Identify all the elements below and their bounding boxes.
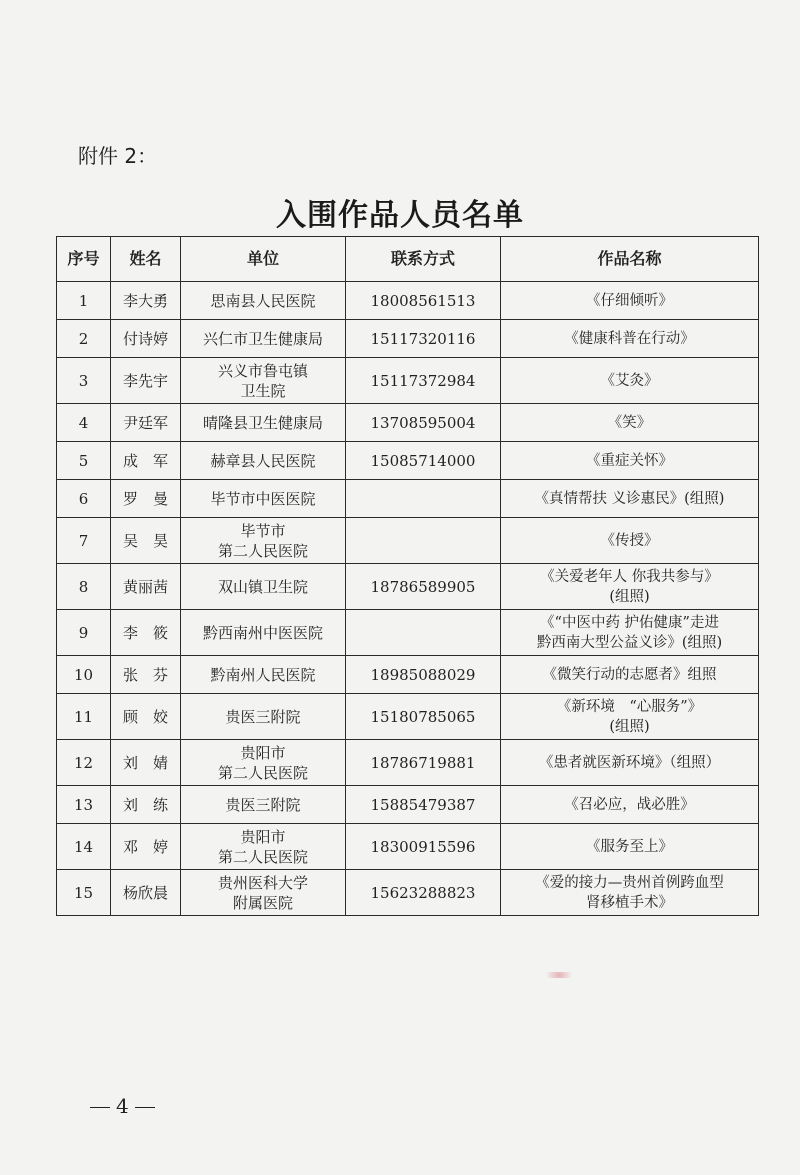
- table-row: [57, 870, 759, 916]
- cell-unit: [181, 404, 346, 442]
- cell-unit: [181, 320, 346, 358]
- cell-work-line: 《艾灸》: [600, 372, 659, 389]
- cell-phone: 15117372984: [346, 358, 501, 404]
- cell-unit-line: 黔西南州中医医院: [202, 623, 323, 642]
- cell-work-line: 《传授》: [600, 532, 659, 549]
- cell-no: 15: [57, 870, 111, 916]
- cell-no: 1: [57, 282, 111, 320]
- cell-work: [501, 320, 759, 358]
- cell-no: 3: [57, 358, 111, 404]
- cell-no: 9: [57, 610, 111, 656]
- cell-name: 吴 昊: [111, 518, 181, 564]
- cell-name: 刘 婧: [111, 740, 181, 786]
- cell-phone: 18008561513: [346, 282, 501, 320]
- cell-unit-line: 附属医院: [232, 893, 293, 912]
- cell-name: 黄丽茜: [111, 564, 181, 610]
- cell-no: 12: [57, 740, 111, 786]
- cell-name: 李 筱: [111, 610, 181, 656]
- cell-work-line: (组照): [609, 588, 650, 605]
- column-header-no: 序号: [57, 237, 111, 282]
- cell-unit-line: 贵医三附院: [225, 795, 301, 814]
- page-title: 入围作品人员名单: [276, 198, 524, 233]
- cell-phone: 13708595004: [346, 404, 501, 442]
- table-row: [57, 786, 759, 824]
- cell-no: 13: [57, 786, 111, 824]
- cell-work: [501, 824, 759, 870]
- cell-work: [501, 358, 759, 404]
- column-header-contact: 联系方式: [346, 237, 501, 282]
- cell-name: 李先宇: [111, 358, 181, 404]
- cell-unit-line: 贵阳市: [240, 743, 286, 762]
- page-number-dash-right: [135, 1107, 155, 1108]
- cell-unit-line: 兴仁市卫生健康局: [202, 329, 323, 348]
- cell-unit-line: 毕节市: [240, 521, 286, 540]
- table-row: [57, 656, 759, 694]
- cell-phone: 18985088029: [346, 656, 501, 694]
- cell-work: [501, 740, 759, 786]
- page-number-value: 4: [116, 1094, 129, 1118]
- cell-name: 李大勇: [111, 282, 181, 320]
- cell-work: [501, 404, 759, 442]
- ink-mark: [546, 972, 572, 978]
- table-row: [57, 442, 759, 480]
- cell-unit: [181, 824, 346, 870]
- cell-unit: [181, 358, 346, 404]
- cell-no: 2: [57, 320, 111, 358]
- cell-phone: 15885479387: [346, 786, 501, 824]
- cell-name: 杨欣晨: [111, 870, 181, 916]
- cell-phone: 18786719881: [346, 740, 501, 786]
- cell-work-line: 《重症关怀》: [586, 452, 673, 469]
- cell-work: [501, 694, 759, 740]
- table-row: [57, 740, 759, 786]
- cell-work-line: 《关爱老年人 你我共参与》: [540, 568, 719, 585]
- cell-name: 顾 姣: [111, 694, 181, 740]
- table-row: [57, 824, 759, 870]
- cell-phone: 15085714000: [346, 442, 501, 480]
- cell-work-line: 《“中医中药 护佑健康”走进: [540, 614, 719, 631]
- cell-work-line: 《召必应，战必胜》: [564, 796, 695, 813]
- cell-work: [501, 282, 759, 320]
- cell-work: [501, 480, 759, 518]
- cell-name: 邓 婷: [111, 824, 181, 870]
- cell-no: 6: [57, 480, 111, 518]
- cell-work: [501, 870, 759, 916]
- cell-unit-line: 黔南州人民医院: [210, 665, 316, 684]
- cell-work: [501, 442, 759, 480]
- cell-phone: 15623288823: [346, 870, 501, 916]
- cell-unit-line: 第二人民医院: [217, 847, 308, 866]
- cell-no: 5: [57, 442, 111, 480]
- cell-work: [501, 610, 759, 656]
- cell-phone: [346, 480, 501, 518]
- cell-unit-line: 贵医三附院: [225, 707, 301, 726]
- roster-table: [56, 236, 759, 916]
- cell-no: 8: [57, 564, 111, 610]
- cell-phone: 18786589905: [346, 564, 501, 610]
- table-header-row: [57, 237, 759, 282]
- cell-phone: [346, 610, 501, 656]
- cell-unit: [181, 564, 346, 610]
- page-number-dash-left: [90, 1107, 110, 1108]
- cell-unit-line: 双山镇卫生院: [217, 577, 308, 596]
- cell-phone: 15117320116: [346, 320, 501, 358]
- cell-no: 10: [57, 656, 111, 694]
- cell-name: 付诗婷: [111, 320, 181, 358]
- cell-unit: [181, 282, 346, 320]
- cell-unit-line: 贵阳市: [240, 827, 286, 846]
- table-row: [57, 480, 759, 518]
- table-row: [57, 518, 759, 564]
- cell-work-line: 黔西南大型公益义诊》(组照): [536, 634, 723, 651]
- cell-unit: [181, 870, 346, 916]
- cell-name: 刘 练: [111, 786, 181, 824]
- table-row: [57, 320, 759, 358]
- cell-work-line: 《健康科普在行动》: [564, 330, 695, 347]
- cell-unit-line: 赫章县人民医院: [210, 451, 316, 470]
- column-header-work: 作品名称: [501, 237, 759, 282]
- table-row: [57, 694, 759, 740]
- cell-work: [501, 786, 759, 824]
- cell-work: [501, 656, 759, 694]
- column-header-name: 姓名: [111, 237, 181, 282]
- cell-unit-line: 第二人民医院: [217, 763, 308, 782]
- cell-work-line: 《仔细倾听》: [586, 292, 673, 309]
- cell-unit-line: 第二人民医院: [217, 541, 308, 560]
- cell-work-line: 《爱的接力—贵州首例跨血型: [535, 874, 724, 891]
- cell-no: 11: [57, 694, 111, 740]
- cell-work-line: 肾移植手术》: [586, 894, 673, 911]
- cell-work-line: 《真情帮扶 义诊惠民》(组照): [534, 490, 725, 507]
- cell-phone: 18300915596: [346, 824, 501, 870]
- cell-name: 张 芬: [111, 656, 181, 694]
- table-row: [57, 564, 759, 610]
- table-row: [57, 404, 759, 442]
- cell-work-line: 《微笑行动的志愿者》组照: [542, 666, 717, 683]
- cell-unit-line: 毕节市中医医院: [210, 489, 316, 508]
- attachment-label: 附件 2：: [78, 144, 158, 168]
- cell-unit-line: 晴隆县卫生健康局: [202, 413, 323, 432]
- cell-no: 7: [57, 518, 111, 564]
- cell-work-line: 《新环境 “心服务”》: [556, 698, 703, 715]
- cell-no: 14: [57, 824, 111, 870]
- page-number: [84, 1094, 161, 1118]
- cell-unit: [181, 656, 346, 694]
- cell-unit-line: 兴义市鲁屯镇: [217, 361, 308, 380]
- table-body: [57, 282, 759, 916]
- cell-unit: [181, 480, 346, 518]
- cell-work-line: 《患者就医新环境》（组照）: [538, 754, 721, 771]
- cell-work: [501, 564, 759, 610]
- cell-work-line: 《服务至上》: [586, 838, 673, 855]
- table-row: [57, 282, 759, 320]
- cell-name: 罗 曼: [111, 480, 181, 518]
- cell-unit: [181, 786, 346, 824]
- cell-unit: [181, 518, 346, 564]
- cell-unit-line: 思南县人民医院: [210, 291, 316, 310]
- cell-unit: [181, 610, 346, 656]
- cell-work-line: (组照): [609, 718, 650, 735]
- cell-work-line: 《笑》: [607, 414, 652, 431]
- cell-phone: [346, 518, 501, 564]
- cell-name: 成 军: [111, 442, 181, 480]
- cell-unit: [181, 740, 346, 786]
- cell-work: [501, 518, 759, 564]
- cell-unit: [181, 442, 346, 480]
- column-header-unit: 单位: [181, 237, 346, 282]
- cell-no: 4: [57, 404, 111, 442]
- cell-phone: 15180785065: [346, 694, 501, 740]
- cell-unit: [181, 694, 346, 740]
- table-row: [57, 610, 759, 656]
- cell-name: 尹廷军: [111, 404, 181, 442]
- cell-unit-line: 贵州医科大学: [217, 873, 308, 892]
- table-row: [57, 358, 759, 404]
- cell-unit-line: 卫生院: [240, 381, 286, 400]
